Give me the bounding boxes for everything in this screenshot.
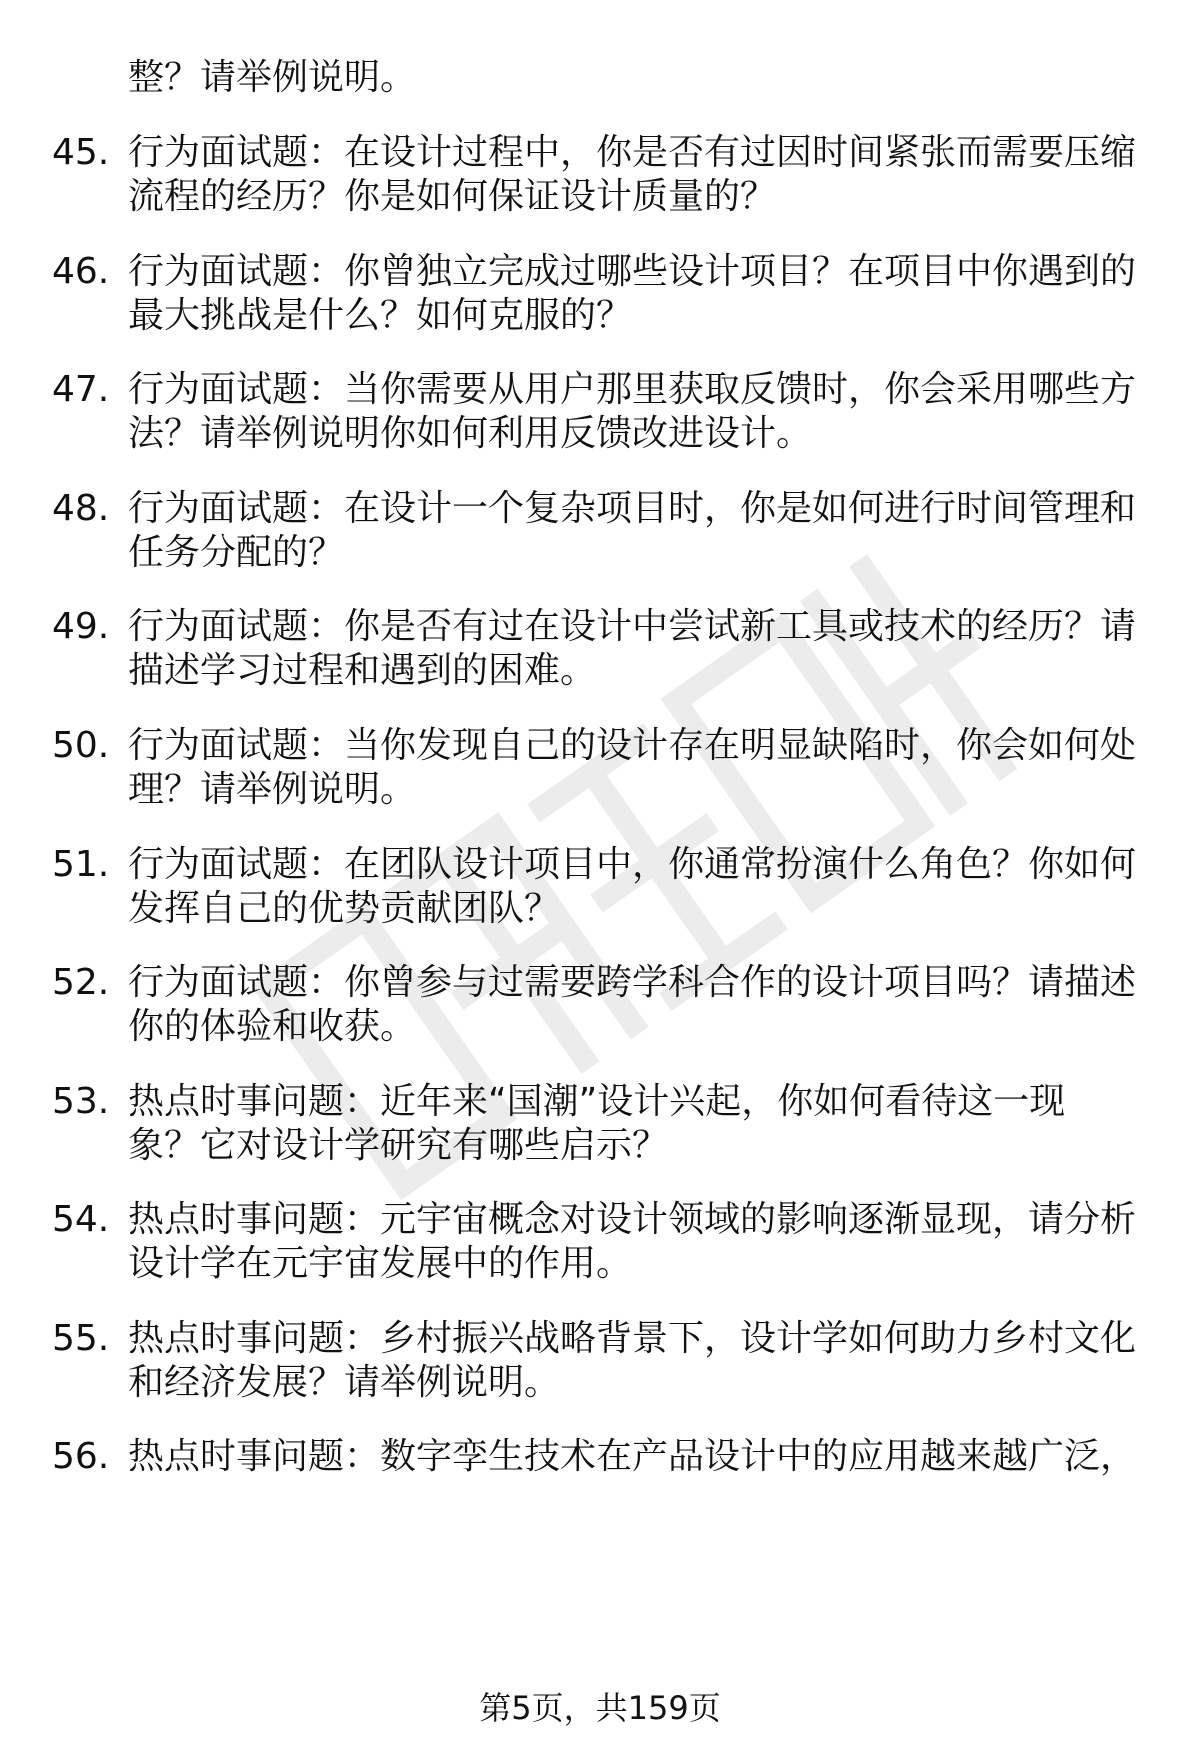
item-text-line: 象？它对设计学研究有哪些启示？ bbox=[128, 1125, 669, 1166]
item-text-line: 行为面试题：在团队设计项目中，你通常扮演什么角色？你如何 bbox=[128, 844, 1137, 885]
item-number: 47. bbox=[52, 369, 110, 410]
item-text-line: 热点时事问题：数字孪生技术在产品设计中的应用越来越广泛， bbox=[128, 1436, 1137, 1477]
item-number: 46. bbox=[52, 251, 110, 292]
item-text-line: 热点时事问题：乡村振兴战略背景下，设计学如何助力乡村文化 bbox=[128, 1318, 1137, 1359]
item-text-line: 行为面试题：在设计过程中，你是否有过因时间紧张而需要压缩 bbox=[128, 132, 1137, 173]
item-number: 53. bbox=[52, 1081, 110, 1122]
item-text-line: 最大挑战是什么？如何克服的？ bbox=[128, 295, 633, 336]
item-text-line: 行为面试题：在设计一个复杂项目时，你是如何进行时间管理和 bbox=[128, 488, 1137, 529]
item-text-line: 和经济发展？请举例说明。 bbox=[128, 1362, 561, 1403]
item-number: 55. bbox=[52, 1318, 110, 1359]
item-text-line: 流程的经历？你是如何保证设计质量的？ bbox=[128, 176, 777, 217]
item-text-line: 热点时事问题：元宇宙概念对设计领域的影响逐渐显现，请分析 bbox=[128, 1199, 1137, 1240]
item-number: 52. bbox=[52, 962, 110, 1003]
item-text-line: 行为面试题：你曾独立完成过哪些设计项目？在项目中你遇到的 bbox=[128, 251, 1137, 292]
item-text-line: 行为面试题：你曾参与过需要跨学科合作的设计项目吗？请描述 bbox=[128, 962, 1137, 1003]
item-number: 45. bbox=[52, 132, 110, 173]
item-number: 51. bbox=[52, 844, 110, 885]
item-text-line: 理？请举例说明。 bbox=[128, 769, 417, 810]
item-number: 48. bbox=[52, 488, 110, 529]
item-text-line: 你的体验和收获。 bbox=[128, 1006, 417, 1047]
item-text-line: 任务分配的？ bbox=[128, 532, 345, 573]
item-number: 50. bbox=[52, 725, 110, 766]
continuation-line: 整？请举例说明。 bbox=[128, 57, 417, 98]
item-number: 54. bbox=[52, 1199, 110, 1240]
item-text-line: 热点时事问题：近年来“国潮”设计兴起，你如何看待这一现 bbox=[128, 1081, 1066, 1122]
item-text-line: 设计学在元宇宙发展中的作用。 bbox=[128, 1243, 633, 1284]
item-text-line: 行为面试题：当你需要从用户那里获取反馈时，你会采用哪些方 bbox=[128, 369, 1137, 410]
item-text-line: 行为面试题：你是否有过在设计中尝试新工具或技术的经历？请 bbox=[128, 606, 1137, 647]
page-footer: 第5页，共159页 bbox=[479, 1689, 721, 1727]
item-text-line: 法？请举例说明你如何利用反馈改进设计。 bbox=[128, 413, 813, 454]
item-number: 56. bbox=[52, 1436, 110, 1477]
item-text-line: 发挥自己的优势贡献团队？ bbox=[128, 888, 561, 929]
item-number: 49. bbox=[52, 606, 110, 647]
item-text-line: 行为面试题：当你发现自己的设计存在明显缺陷时，你会如何处 bbox=[128, 725, 1137, 766]
item-text-line: 描述学习过程和遇到的困难。 bbox=[128, 650, 597, 691]
